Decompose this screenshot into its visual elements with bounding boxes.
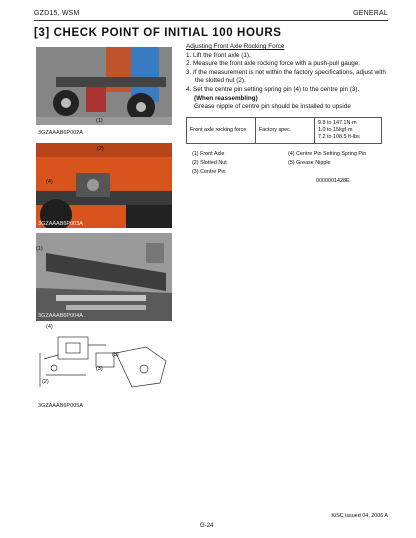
- figure-2-caption: 3GZAAAB6P003A: [38, 221, 83, 227]
- legend-item: (5) Grease Nipple: [288, 160, 331, 166]
- doc-code: 0000001428E: [316, 178, 350, 184]
- figure-4-caption: 3GZAAAB6P005A: [38, 403, 83, 409]
- procedure-step: 2. Measure the front axle rocking force with a push-pull gauge.: [186, 60, 360, 68]
- spec-item: Front axle rocking force: [187, 118, 256, 144]
- figure-3-photo: [36, 233, 172, 321]
- spec-kind: Factory spec.: [256, 118, 315, 144]
- figure-2-drawing: [36, 143, 172, 228]
- figure-3-callout-1: (1): [36, 246, 43, 252]
- spec-value-kgf: 1.0 to 15kgf·m: [318, 127, 353, 133]
- header-right: GENERAL: [353, 10, 388, 17]
- header-rule: [34, 20, 388, 21]
- figure-4-callout-3: (3): [96, 366, 103, 372]
- figure-2-callout-2: (2): [97, 146, 104, 152]
- figure-1-photo: [36, 47, 172, 125]
- figure-4-callout-2: (2): [42, 379, 49, 385]
- footer-page-number: G-24: [200, 523, 214, 529]
- legend-item: (1) Front Axle: [192, 151, 225, 157]
- spec-value-nm: 9.8 to 147.1N·m: [318, 120, 357, 126]
- figure-1-caption: 3GZAAAB6P002A: [38, 130, 83, 136]
- reassembling-label: (When reassembling): [194, 94, 258, 102]
- procedure-step: 3. If the measurement is not within the factory specifications, adjust with the slotted nut (2).: [186, 68, 386, 85]
- legend-item: (3) Centre Pin: [192, 169, 226, 175]
- reassembling-text: Grease nipple of centre pin should be installed to upside: [194, 103, 351, 111]
- figure-3-caption: 3GZAAAB6P004A: [38, 313, 83, 319]
- procedure-block: [186, 43, 390, 112]
- figure-4-svg: [36, 323, 172, 395]
- spec-values: [315, 118, 382, 144]
- footer-issued: KiSC issued 04, 2006 A: [331, 513, 388, 519]
- figure-2-callout-4: (4): [46, 179, 53, 185]
- legend-item: (2) Slotted Nut: [192, 160, 227, 166]
- figure-4-drawing: [36, 323, 172, 395]
- section-title: [3] CHECK POINT OF INITIAL 100 HOURS: [34, 27, 282, 39]
- legend-item: (4) Centre Pin Setting Spring Pin: [288, 151, 367, 157]
- spec-row: [187, 118, 382, 144]
- procedure-step: 4. Set the centre pin setting spring pin (4) to the centre pin (3).: [186, 85, 360, 93]
- header-left: GZD15, WSM: [34, 10, 80, 17]
- figure-3-drawing: [36, 233, 172, 321]
- figure-4-callout-5: (5): [112, 352, 119, 358]
- procedure-subtitle: Adjusting Front Axle Rocking Force: [186, 43, 285, 50]
- spec-table: [186, 117, 382, 144]
- spec-value-ftlbs: 7.2 to 108.5 ft-lbs: [318, 134, 360, 140]
- figure-2-photo: [36, 143, 172, 228]
- figure-1-callout-1: (1): [96, 118, 103, 124]
- procedure-steps: [186, 52, 390, 95]
- procedure-step: 1. Lift the front axle (1).: [186, 51, 251, 59]
- figure-4-callout-4: (4): [46, 324, 53, 330]
- figure-1-drawing: [36, 47, 172, 125]
